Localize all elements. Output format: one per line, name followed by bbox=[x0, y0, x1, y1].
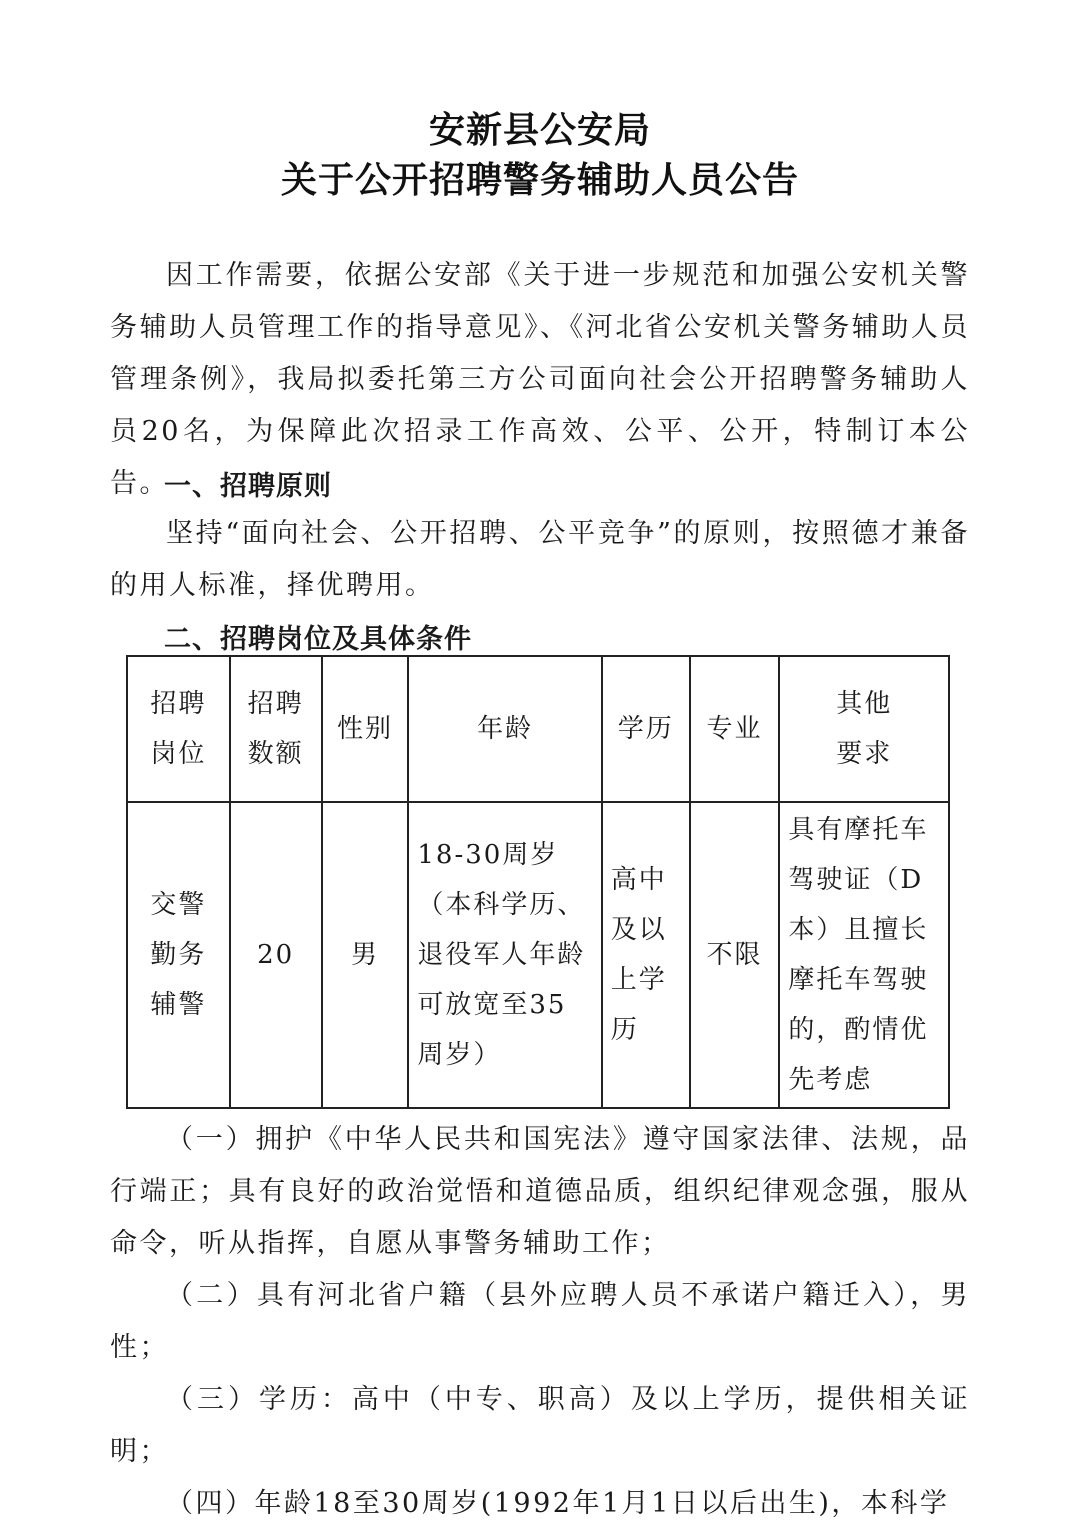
requirements-list bbox=[110, 1114, 970, 1530]
doc-title-line2: 关于公开招聘警务辅助人员公告 bbox=[280, 160, 799, 201]
intro-text: 因工作需要，依据公安部《关于进一步规范和加强公安机关警务辅助人员管理工作的指导意见》、《河北省公安机关警务辅助人员管理条例》，我局拟委托第三方公司面向社会公开招聘警务辅助人员20名，为保障此次招录工作高效、公平、公开，特制订本公告。 bbox=[110, 260, 970, 499]
doc-title-line1: 安新县公安局 bbox=[428, 110, 651, 151]
cell-other: 具有摩托车驾驶证（D本）且擅长摩托车驾驶的，酌情优先考虑 bbox=[779, 802, 949, 1108]
section1-heading: 一、招聘原则 bbox=[164, 471, 332, 502]
cell-gender: 男 bbox=[322, 802, 409, 1108]
header-gender: 性别 bbox=[322, 656, 409, 802]
header-position: 招聘 岗位 bbox=[127, 656, 230, 802]
header-major: 专业 bbox=[690, 656, 780, 802]
requirement-2: （二）具有河北省户籍（县外应聘人员不承诺户籍迁入），男性； bbox=[110, 1280, 970, 1363]
header-age: 年龄 bbox=[408, 656, 601, 802]
header-education: 学历 bbox=[602, 656, 690, 802]
cell-education: 高中及以上学历 bbox=[602, 802, 690, 1108]
header-other: 其他 要求 bbox=[779, 656, 949, 802]
cell-major: 不限 bbox=[690, 802, 780, 1108]
cell-quota: 20 bbox=[230, 802, 322, 1108]
cell-age: 18-30周岁（本科学历、退役军人年龄可放宽至35周岁） bbox=[408, 802, 601, 1108]
section2-heading: 二、招聘岗位及具体条件 bbox=[164, 624, 472, 655]
section1-text: 坚持“面向社会、公开招聘、公平竞争”的原则，按照德才兼备的用人标准，择优聘用。 bbox=[110, 518, 970, 601]
section1-paragraph bbox=[110, 508, 970, 612]
table-row bbox=[127, 802, 949, 1108]
positions-table bbox=[126, 655, 950, 1109]
header-quota: 招聘 数额 bbox=[230, 656, 322, 802]
requirement-4: （四）年龄18至30周岁(1992年1月1日以后出生)，本科学 bbox=[166, 1488, 950, 1519]
cell-position: 交警 勤务 辅警 bbox=[127, 802, 230, 1108]
table-header-row bbox=[127, 656, 949, 802]
requirement-3: （三）学历：高中（中专、职高）及以上学历，提供相关证明； bbox=[110, 1384, 970, 1467]
requirement-1: （一）拥护《中华人民共和国宪法》遵守国家法律、法规，品行端正；具有良好的政治觉悟和道德品质，组织纪律观念强，服从命令，听从指挥，自愿从事警务辅助工作； bbox=[110, 1124, 970, 1259]
